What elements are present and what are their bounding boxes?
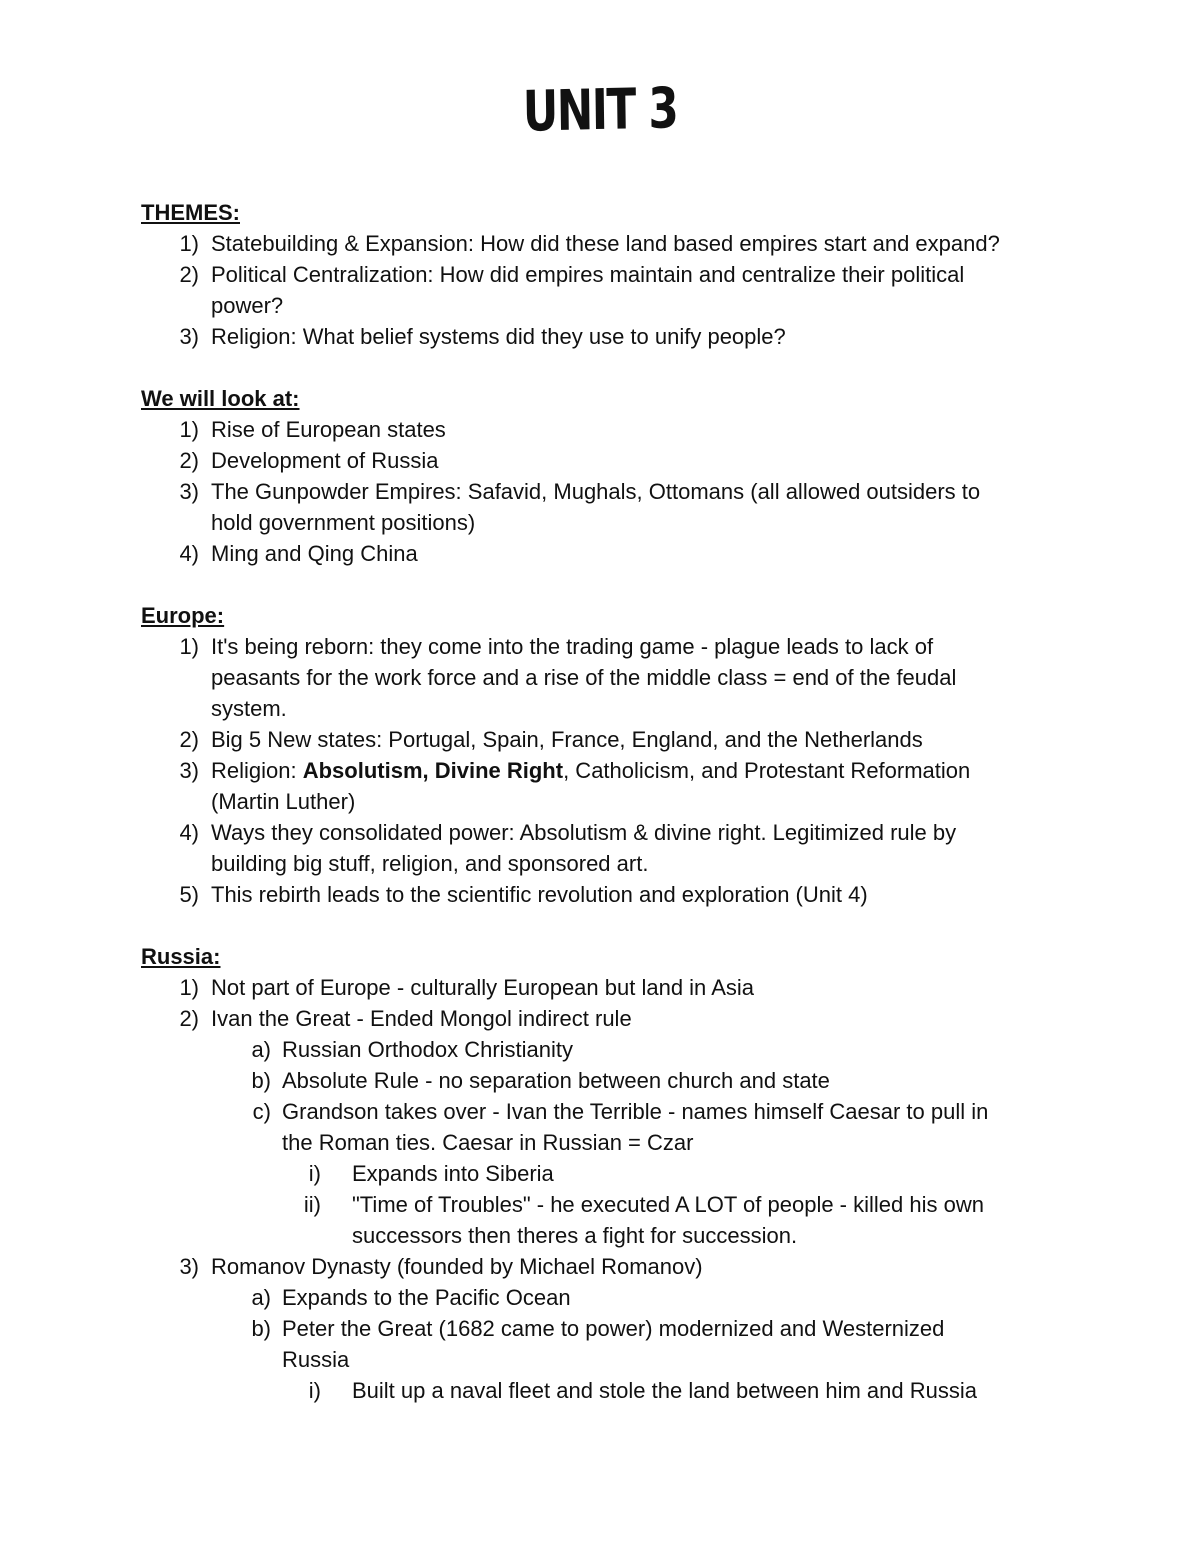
list-subsubitem: ii) "Time of Troubles" - he executed A LOT of people - killed his own bbox=[303, 1192, 984, 1217]
section-look-at bbox=[141, 383, 1061, 414]
list-item: 4) Ming and Qing China bbox=[179, 541, 418, 566]
list-item-continuation: power? bbox=[211, 293, 284, 318]
section-heading: Russia: bbox=[141, 944, 221, 969]
list-subsubitem: i) Built up a naval fleet and stole the land between him and Russia bbox=[308, 1378, 977, 1403]
list-item: 3) Religion: What belief systems did they use to unify people? bbox=[179, 324, 786, 349]
list-item: 4) Ways they consolidated power: Absolutism & divine right. Legitimized rule by bbox=[179, 820, 957, 845]
list-item-continuation: hold government positions) bbox=[211, 510, 476, 535]
list-item: 2) Ivan the Great - Ended Mongol indirect rule bbox=[179, 1006, 632, 1031]
list-item-continuation: peasants for the work force and a rise of the middle class = end of the feudal bbox=[211, 665, 957, 690]
section-heading: We will look at: bbox=[141, 386, 300, 411]
list-item-continuation: (Martin Luther) bbox=[211, 789, 356, 814]
section-themes bbox=[141, 197, 1061, 228]
list-item: 3) Romanov Dynasty (founded by Michael Romanov) bbox=[179, 1254, 703, 1279]
list-item: 1) Statebuilding & Expansion: How did these land based empires start and expand? bbox=[179, 231, 1000, 256]
list-item-continuation: building big stuff, religion, and sponsored art. bbox=[211, 851, 649, 876]
list-item: 1) Not part of Europe - culturally European but land in Asia bbox=[179, 975, 754, 1000]
list-subitem: c) Grandson takes over - Ivan the Terrible - names himself Caesar to pull in bbox=[252, 1099, 989, 1124]
list-subsubitem: i) Expands into Siberia bbox=[308, 1161, 554, 1186]
section-europe bbox=[141, 600, 1061, 631]
list-subitem: a) Russian Orthodox Christianity bbox=[251, 1037, 574, 1062]
page-title: UNIT 3 bbox=[522, 76, 678, 145]
notes-body bbox=[141, 197, 1061, 1406]
list-item: 1) It's being reborn: they come into the trading game - plague leads to lack of bbox=[179, 634, 934, 659]
list-item: 1) Rise of European states bbox=[179, 417, 446, 442]
list-item-continuation: system. bbox=[211, 696, 287, 721]
list-subitem: b) Absolute Rule - no separation between church and state bbox=[251, 1068, 830, 1093]
section-heading: Europe: bbox=[141, 603, 225, 628]
list-item: 3) The Gunpowder Empires: Safavid, Mughals, Ottomans (all allowed outsiders to bbox=[179, 479, 981, 504]
list-item: 3) Religion: Absolutism, Divine Right, Catholicism, and Protestant Reformation bbox=[179, 758, 971, 783]
list-item-continuation: the Roman ties. Caesar in Russian = Czar bbox=[282, 1130, 694, 1155]
section-russia bbox=[141, 941, 1061, 972]
list-item: 2) Political Centralization: How did empires maintain and centralize their political bbox=[179, 262, 965, 287]
section-heading: THEMES: bbox=[141, 200, 240, 225]
list-subitem: a) Expands to the Pacific Ocean bbox=[251, 1285, 571, 1310]
list-item: 2) Big 5 New states: Portugal, Spain, France, England, and the Netherlands bbox=[179, 727, 923, 752]
list-item-continuation: Russia bbox=[282, 1347, 350, 1372]
list-item: 2) Development of Russia bbox=[179, 448, 439, 473]
list-item: 5) This rebirth leads to the scientific revolution and exploration (Unit 4) bbox=[179, 882, 868, 907]
emphasis: Absolutism, Divine Right bbox=[302, 758, 564, 783]
list-subitem: b) Peter the Great (1682 came to power) modernized and Westernized bbox=[251, 1316, 945, 1341]
list-item-continuation: successors then theres a fight for succession. bbox=[352, 1223, 798, 1248]
